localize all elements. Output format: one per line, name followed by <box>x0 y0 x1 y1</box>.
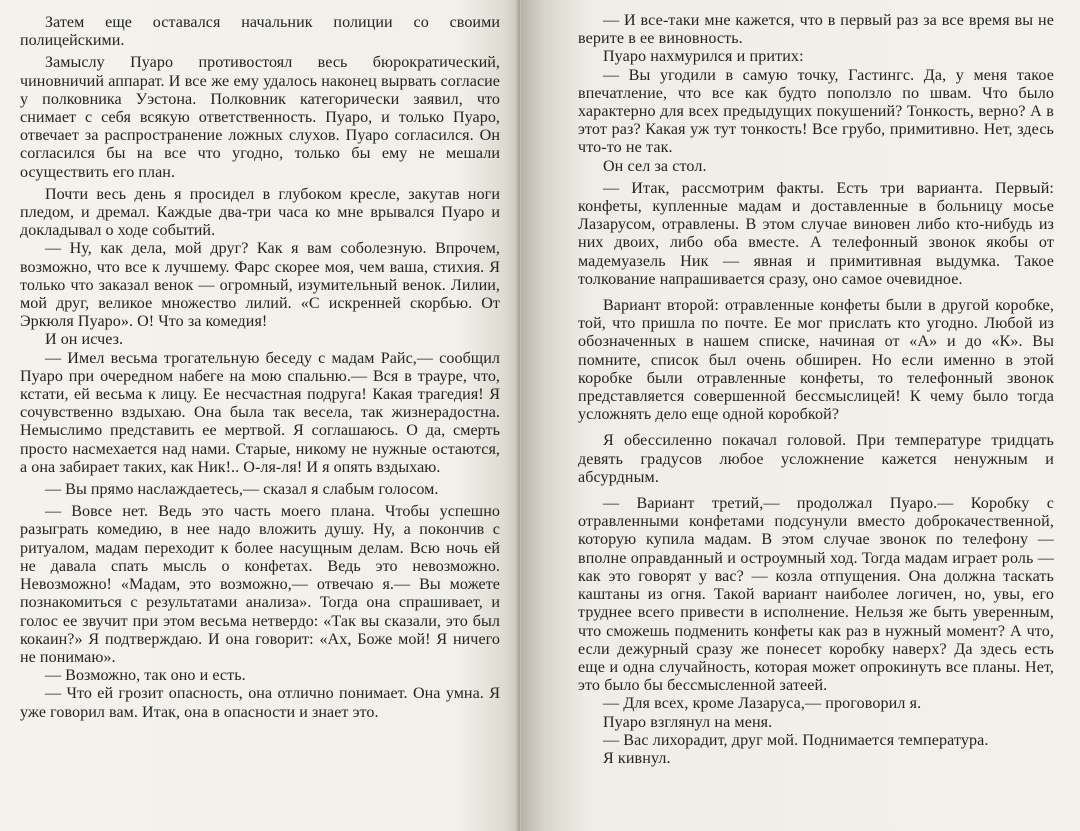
paragraph: Пуаро взглянул на меня. <box>602 713 773 731</box>
paragraph: Я кивнул. <box>602 749 671 767</box>
paragraph: — Вы угодили в самую точку, Гастингс. Да, у меня такое впечатление, что все как будто поползло по швам. Что было характерно для всех предыдущих покушений? Тонкость, верно? А в этот раз? Какая уж тут тонкость! Все грубо, примитивно. Нет, здесь что-то не так. <box>578 66 1054 157</box>
paragraph: — Возможно, так оно и есть. <box>44 667 246 685</box>
paragraph: — Имел весьма трогательную беседу с мадам Райс,— сообщил Пуаро при очередном набеге на мою спальню.— Вся в трауре, что, кстати, ей весьма к лицу. Ее несчастная подруга! Какая трагедия! Я сочувственно вздыхаю. Она была так весела, так жизнерадостна. Немыслимо представить ее мертвой. Я соглашаюсь. О да, смерть просто насмехается над нами. Старые, никому не нужные остаются, а она забирает таких, как Ник!.. О-ля-ля! И я опять вздыхаю. <box>20 349 500 476</box>
paragraph: И он исчез. <box>44 331 124 349</box>
left-page <box>0 0 520 831</box>
paragraph: — Вовсе нет. Ведь это часть моего плана. Чтобы успешно разыграть комедию, в нее надо вложить душу. Ну, а покончив с ритуалом, мадам переходит к более насущным делам. Всю ночь ей не давала спать мысль о конфетах. Ведь это невозможно. Невозможно! «Мадам, это возможно,— отвечаю я.— Вы можете познакомиться с результатами анализа». Тогда она спрашивает, и голос ее звучит при этом весьма нетвердо: «Так вы сказали, это был кокаин?» Я подтверждаю. И она говорит: «Ах, Боже мой! Я ничего не понимаю». <box>20 503 500 666</box>
paragraph: — Для всех, кроме Лазаруса,— проговорил я. <box>602 695 922 713</box>
paragraph: Почти весь день я просидел в глубоком кресле, закутав ноги пледом, и дремал. Каждые два-три часа ко мне врывался Пуаро и докладывал о ходе событий. <box>20 185 500 240</box>
right-page-text <box>578 12 1054 768</box>
paragraph: Замыслу Пуаро противостоял весь бюрократический, чиновничий аппарат. И все же ему удалось наконец вырвать согласие у полковника Уэстона. Полковник категорически заявил, что снимает с себя всякую ответственность. Пуаро, и только Пуаро, отвечает за распространение ложных слухов. Пуаро согласился. Он согласился бы на все что угодно, только бы ему не мешали осуществить его план. <box>20 54 500 181</box>
left-page-text <box>20 14 500 722</box>
paragraph: — Ну, как дела, мой друг? Как я вам соболезную. Впрочем, возможно, что все к лучшему. Фарс скорее моя, чем ваша, стихия. Я только что заказал венок — огромный, изумительный венок. Лилии, мой друг, великое множество лилий. «С искренней скорбью. От Эркюля Пуаро». О! Что за комедия! <box>20 240 500 331</box>
paragraph: — Что ей грозит опасность, она отлично понимает. Она умна. Я уже говорил вам. Итак, она в опасности и знает это. <box>20 685 500 721</box>
paragraph: — Вариант третий,— продолжал Пуаро.— Коробку с отравленными конфетами подсунули вместо доброкачественной, которую купила мадам. В этом случае звонок по телефону — вполне оправданный и остроумный ход. Тогда мадам играет роль — как это говорят у вас? — козла отпущения. Она должна таскать каштаны из огня. Такой вариант наиболее логичен, но, увы, его труднее всего привести в исполнение. Нельзя же быть уверенным, что сможешь подменить конфеты как раз в нужный момент? А что, если дежурный сразу же понесет коробку наверх? Да здесь есть еще и одна случайность, которая может опрокинуть все планы. Нет, это было бы бессмысленной затеей. <box>578 495 1054 695</box>
paragraph: Я обессиленно покачал головой. При температуре тридцать девять градусов любое усложнение кажется ненужным и абсурдным. <box>578 432 1054 486</box>
paragraph: Вариант второй: отравленные конфеты были в другой коробке, той, что пришла по почте. Ее мог прислать кто угодно. Любой из обозначенных в нашем списке, начиная от «А» и до «К». Вы помните, список был очень обширен. Но если именно в этой коробке были отравленные конфеты, то телефонный звонок представляется совершенной бессмыслицей! К чему было тогда усложнять дело еще одной коробкой? <box>578 297 1054 424</box>
paragraph: Затем еще оставался начальник полиции со своими полицейскими. <box>20 14 500 50</box>
paragraph: Он сел за стол. <box>602 157 707 175</box>
paragraph: — Вас лихорадит, друг мой. Поднимается температура. <box>602 731 989 749</box>
paragraph: — Итак, рассмотрим факты. Есть три варианта. Первый: конфеты, купленные мадам и доставленные в больницу мосье Лазарусом, отравлены. В этом случае виновен либо кто-нибудь из них двоих, либо оба вместе. А телефонный звонок якобы от мадемуазель Ник — явная и примитивная выдумка. Такое толкование напрашивается сразу, оно самое очевидное. <box>578 179 1054 288</box>
paragraph: — Вы прямо наслаждаетесь,— сказал я слабым голосом. <box>44 481 439 499</box>
paragraph: Пуаро нахмурился и притих: <box>602 48 804 66</box>
paragraph: — И все-таки мне кажется, что в первый раз за все время вы не верите в ее виновность. <box>578 12 1054 48</box>
right-page <box>522 0 1080 831</box>
